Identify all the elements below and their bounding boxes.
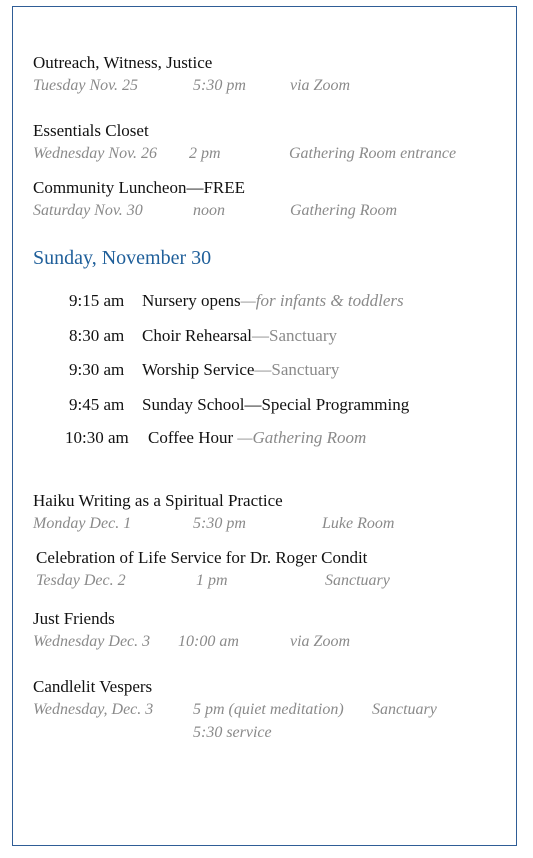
schedule-note: —Sanctuary — [254, 360, 340, 379]
event-day: Monday Dec. 1 — [33, 515, 132, 532]
schedule-time: 9:45 am — [69, 395, 125, 414]
event-place: Luke Room — [322, 515, 395, 532]
event-time-secondary: 5:30 service — [193, 724, 272, 741]
event-time: 5:30 pm — [193, 515, 246, 532]
schedule-item — [69, 360, 339, 380]
event-day: Tuesday Nov. 25 — [33, 77, 139, 94]
schedule-time: 9:15 am — [69, 291, 125, 310]
event-time: 10:00 am — [178, 633, 239, 650]
event-time: 2 pm — [189, 145, 221, 162]
schedule-note: —for infants & toddlers — [240, 291, 404, 310]
event-place: Sanctuary — [372, 701, 437, 718]
event-title: Celebration of Life Service for Dr. Roger Condit — [36, 548, 368, 567]
schedule-name: Sunday School—Special Programming — [142, 395, 410, 414]
event-place: Gathering Room — [290, 202, 398, 219]
schedule-name: Worship Service — [142, 360, 255, 379]
event-title: Essentials Closet — [33, 121, 149, 140]
schedule-item — [65, 428, 366, 448]
schedule-note: —Sanctuary — [252, 326, 337, 345]
event-time: noon — [193, 202, 225, 219]
event-title: Outreach, Witness, Justice — [33, 53, 213, 72]
schedule-time: 9:30 am — [69, 360, 125, 379]
event-place: via Zoom — [290, 77, 350, 94]
event-title: Community Luncheon—FREE — [33, 178, 246, 197]
event-place: via Zoom — [290, 633, 350, 650]
schedule-time: 8:30 am — [69, 326, 125, 345]
section-heading: Sunday, November 30 — [33, 247, 212, 269]
schedule-name: Choir Rehearsal — [142, 326, 252, 345]
event-title: Just Friends — [33, 609, 115, 628]
event-place: Gathering Room entrance — [289, 145, 457, 162]
event-day: Wednesday Dec. 3 — [33, 633, 151, 650]
event-day: Wednesday, Dec. 3 — [33, 701, 154, 718]
event-day: Tesday Dec. 2 — [36, 572, 126, 589]
event-title: Haiku Writing as a Spiritual Practice — [33, 491, 283, 510]
event-day: Saturday Nov. 30 — [33, 202, 143, 219]
schedule-item — [69, 291, 404, 311]
event-time: 5:30 pm — [193, 77, 246, 94]
event-day: Wednesday Nov. 26 — [33, 145, 157, 162]
schedule-name: Nursery opens — [142, 291, 241, 310]
event-place: Sanctuary — [325, 572, 390, 589]
schedule-item — [69, 326, 337, 346]
event-time: 5 pm (quiet meditation) — [193, 701, 344, 718]
schedule-time: 10:30 am — [65, 428, 129, 447]
schedule-item — [69, 395, 409, 415]
event-time: 1 pm — [196, 572, 228, 589]
event-title: Candlelit Vespers — [33, 677, 153, 696]
schedule-name: Coffee Hour — [148, 428, 234, 447]
schedule-note: —Gathering Room — [237, 428, 367, 447]
